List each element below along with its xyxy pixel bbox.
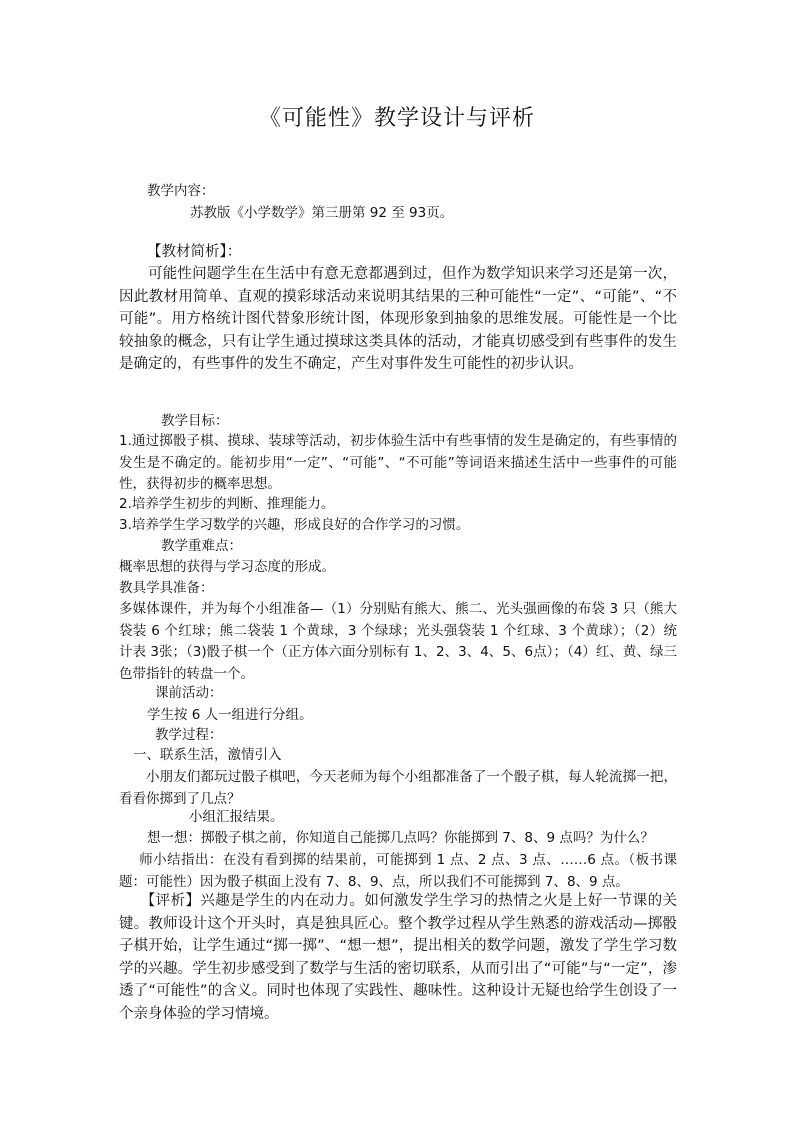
pre-activity-heading: 课前活动：: [155, 685, 223, 701]
content-heading: 教学内容：: [147, 183, 215, 199]
goal-item-3: 3.培养学生学习数学的兴趣，形成良好的合作学习的习惯。: [119, 517, 470, 533]
analysis-heading: 【教材简析】：: [147, 244, 242, 260]
think-text: 想一想：掷骰子棋之前，你知道自己能掷几点吗？你能掷到 7、8、9 点吗？为什么？: [147, 830, 654, 846]
content-text: 苏教版《小学数学》第三册第 92 至 93页。: [190, 205, 454, 221]
comment-paragraph: 【评析】兴趣是学生的内在动力。如何激发学生学习的热情之火是上好一节课的关键。教师设计这个开头时，真是独具匠心。整个教学过程从学生熟悉的游戏活动—掷骰子棋开始，让学生通过“掷一掷”、“想一想”，提出相关的数学问题，激发了学生学习数学的兴趣。学生初步感受到了数学与生活的密切联系，从而引出了“可能”与“一定”，渗透了“可能性”的含义。同时也体现了实践性、趣味性。这种设计无疑也给学生创设了一个亲身体验的学习情境。: [119, 893, 677, 1022]
report-text: 小组汇报结果。: [189, 809, 284, 825]
goal-item-1: 1.通过掷骰子棋、摸球、装球等活动，初步体验生活中有些事情的发生是确定的，有些事情的发生是不确定的。能初步用“一定”、“可能”、“不可能”等词语来描述生活中一些事件的可能性，获得初步的概率思想。: [119, 433, 677, 492]
document-title: 《可能性》教学设计与评析: [258, 106, 535, 131]
process-heading: 教学过程：: [155, 727, 223, 743]
tools-paragraph: 多媒体课件，并为每个小组准备—（1）分别贴有熊大、熊二、光头强画像的布袋 3 只（熊大袋装 6 个红球；熊二袋装 1 个黄球，3 个绿球；光头强袋装 1 个红球、3 个黄球）；（2）统计表 3张；（3)骰子棋一个（正方体六面分别标有 1、2、3、4、5、6点）；（4）红、黄、绿三色带指针的转盘一个。: [119, 601, 677, 682]
goal-item-2: 2.培养学生初步的判断、推理能力。: [119, 496, 335, 512]
key-text: 概率思想的获得与学习态度的形成。: [119, 559, 335, 575]
goals-heading: 教学目标：: [161, 413, 229, 429]
key-heading: 教学重难点：: [161, 538, 242, 554]
intro-paragraph: 小朋友们都玩过骰子棋吧，今天老师为每个小组都准备了一个骰子棋，每人轮流掷一把，看看你掷到了几点？: [119, 769, 677, 807]
analysis-paragraph: 可能性问题学生在生活中有意无意都遇到过，但作为数学知识来学习还是第一次，因此教材用简单、直观的摸彩球活动来说明其结果的三种可能性“一定”、“可能”、“不可能”。用方格统计图代替象形统计图，体现形象到抽象的思维发展。可能性是一个比较抽象的概念，只有让学生通过摸球这类具体的活动，才能真切感受到有些事件的发生是确定的，有些事件的发生不确定，产生对事件发生可能性的初步认识。: [119, 266, 677, 372]
summary-paragraph: 师小结指出：在没有看到掷的结果前，可能掷到 1 点、2 点、3 点、……6 点。（板书课题：可能性）因为骰子棋面上没有 7、8、9、点，所以我们不可能掷到 7、8、9 点。: [119, 852, 677, 890]
pre-activity-text: 学生按 6 人一组进行分组。: [147, 707, 313, 723]
section-1-heading: 一、联系生活，激情引入: [133, 747, 282, 763]
tools-heading: 教具学具准备：: [119, 580, 214, 596]
